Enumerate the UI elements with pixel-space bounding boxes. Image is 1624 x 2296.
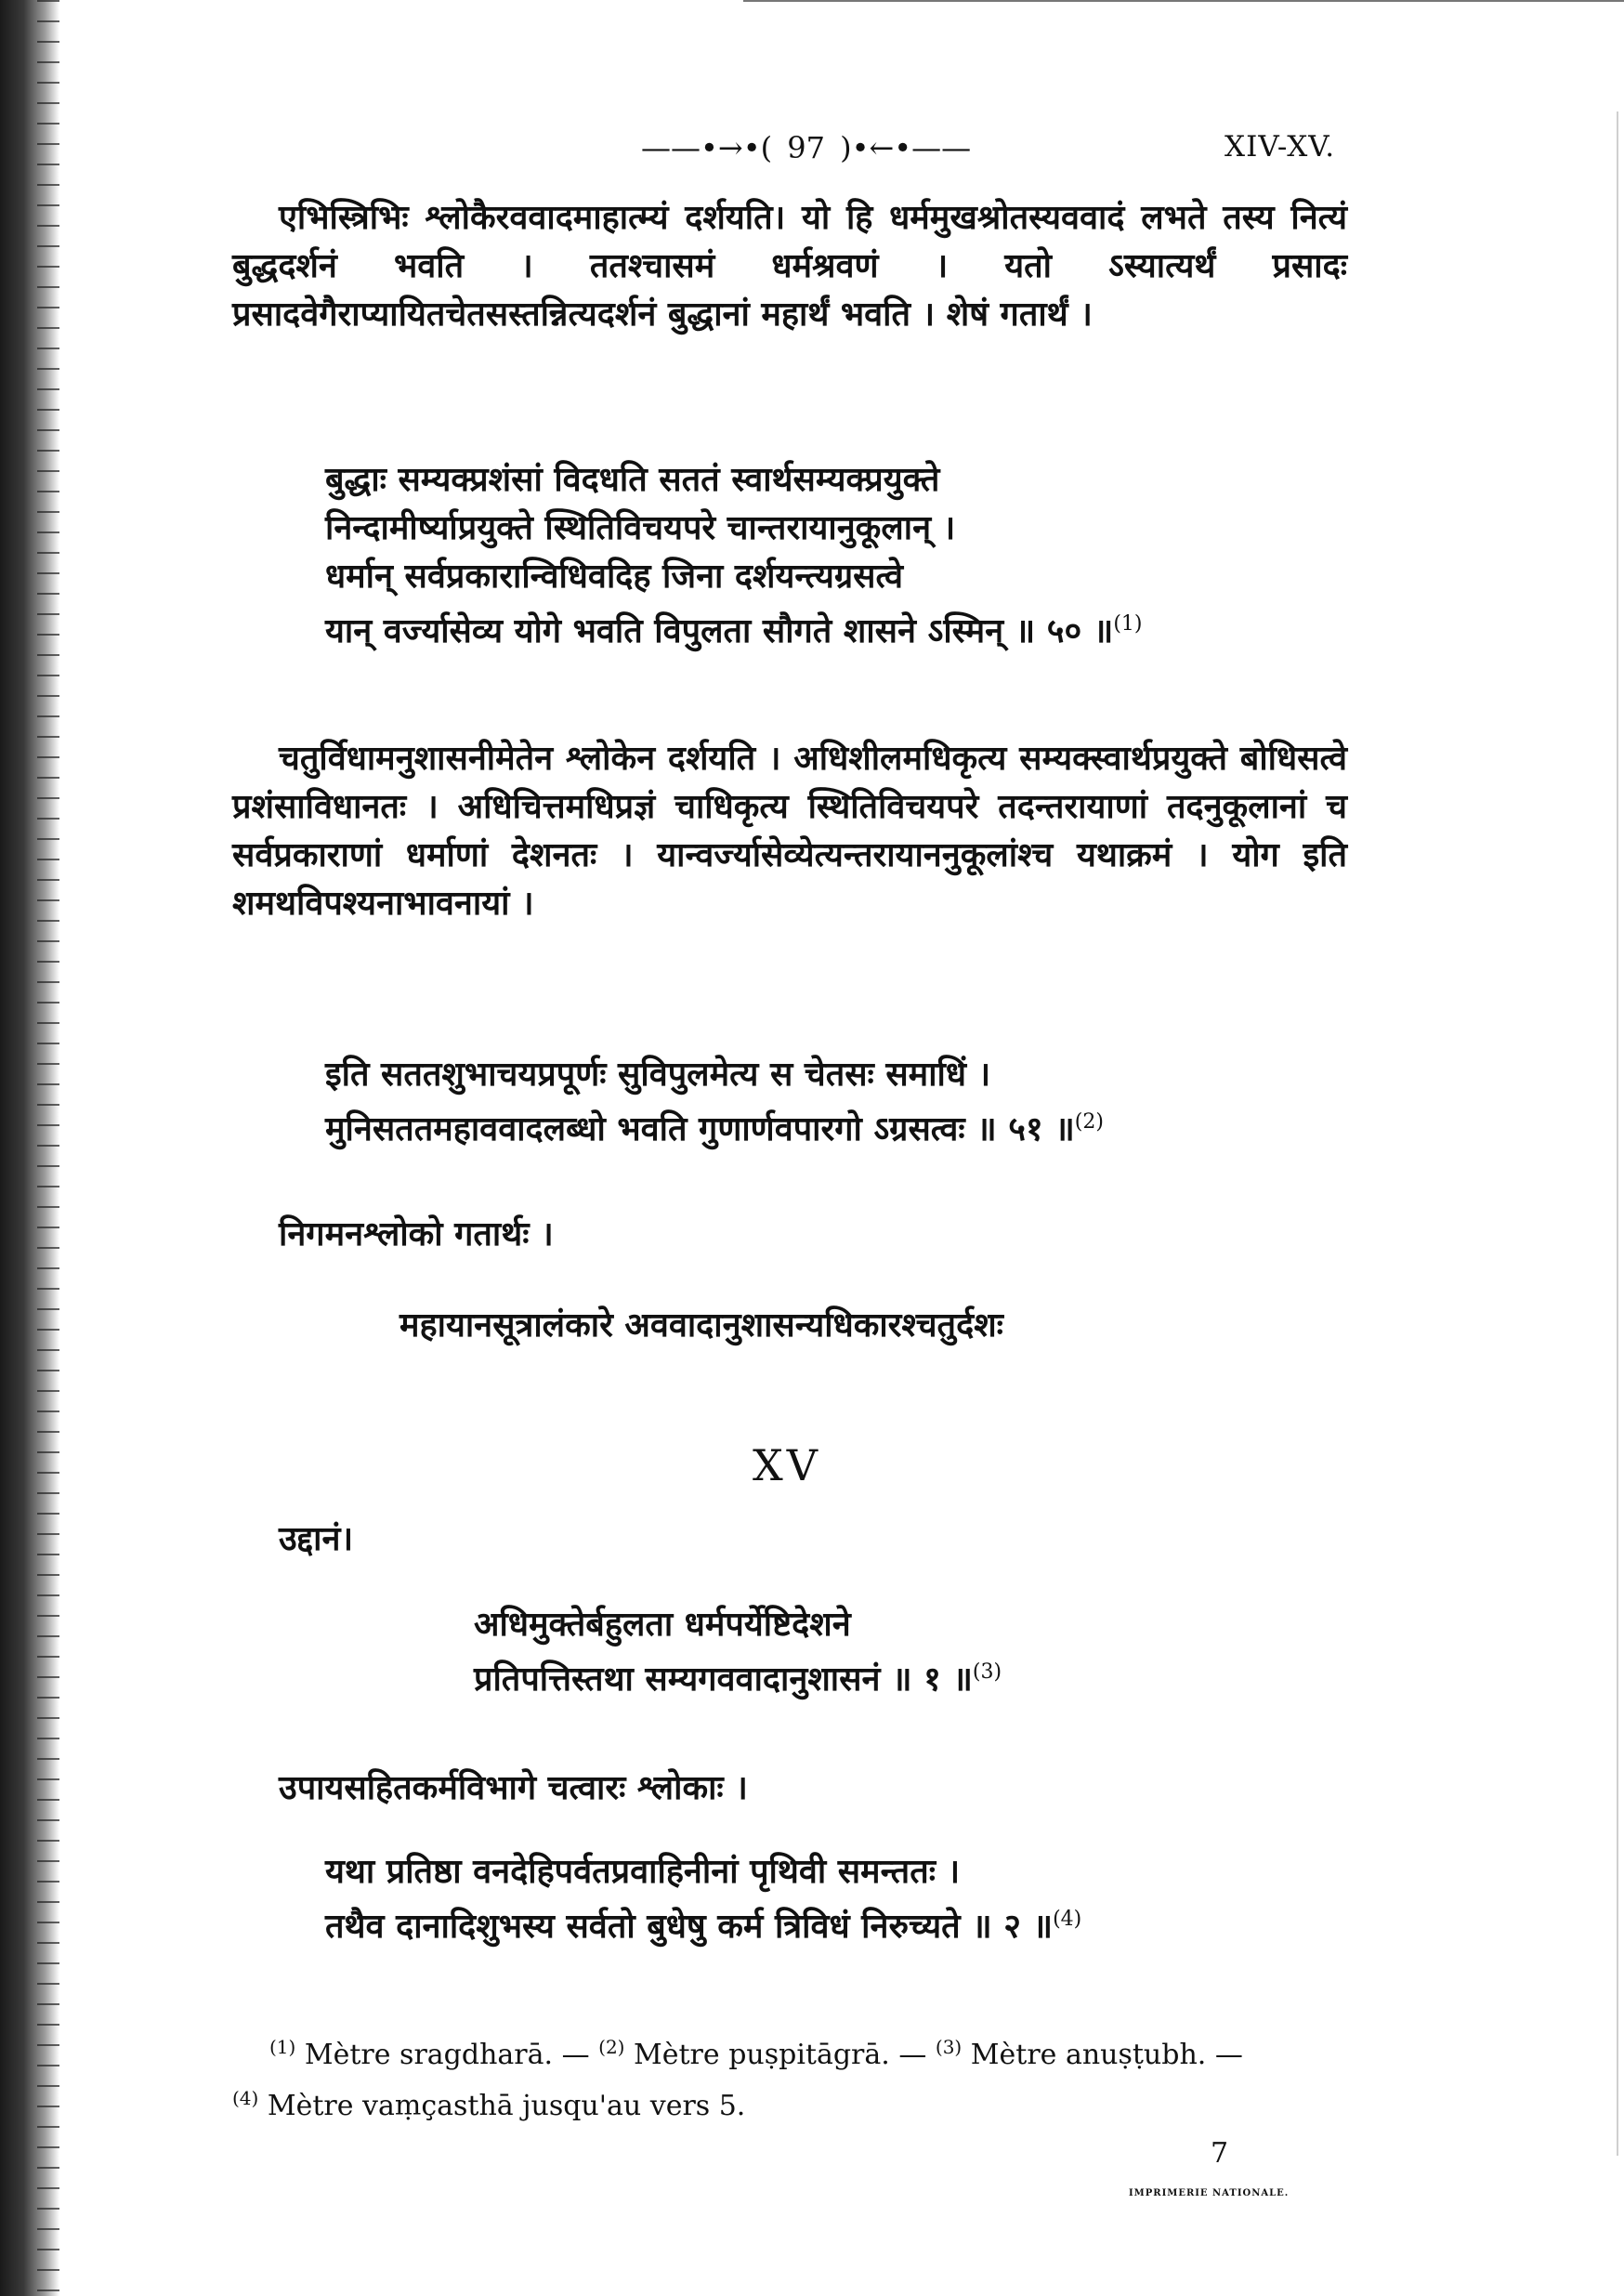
- verse-1: [474, 1600, 1002, 1703]
- verse-50: [325, 455, 1143, 655]
- chapter-colophon: महायानसूत्रालंकारे अववादानुशासन्यधिकारश्चतुर्दशः: [399, 1305, 1003, 1345]
- signature-number: 7: [1211, 2137, 1229, 2170]
- header-ornament-left: ——•→•(: [641, 130, 773, 165]
- footnote-ref-4: (4): [1053, 1908, 1082, 1931]
- verse-50-line-4: [325, 600, 1143, 655]
- verse-50-line-2: निन्दामीर्ष्याप्रयुक्ते स्थितिविचयपरे चान्तरायानुकूलान् ।: [325, 508, 956, 547]
- verse-1-line-2-text: प्रतिपत्तिस्तथा सम्यगववादानुशासनं ॥ १ ॥: [474, 1660, 973, 1699]
- uddana-label: उद्दानं।: [279, 1519, 354, 1558]
- verse-51-line-1: इति सततशुभाचयप्रपूर्णः सुविपुलमेत्य स चेतसः समाधिं ।: [325, 1055, 991, 1094]
- right-edge-shadow: [1617, 112, 1618, 2156]
- nigamana-note: निगमनश्लोको गतार्थः ।: [279, 1214, 554, 1253]
- verse-2-line-2-text: तथैव दानादिशुभस्य सर्वतो बुधेषु कर्म त्रिविधं निरुच्यते ॥ २ ॥: [325, 1907, 1054, 1946]
- verse-50-line-4-text: यान् वर्ज्यासेव्य योगे भवति विपुलता सौगते शासने ऽस्मिन् ॥ ५० ॥: [325, 611, 1114, 650]
- verse-50-line-1: बुद्धाः सम्यक्प्रशंसां विदधति सततं स्वार्थसम्यक्प्रयुक्ते: [325, 460, 940, 499]
- page-number: 97: [787, 130, 825, 165]
- footnote-text-4: Mètre vaṃçasthā jusqu'au vers 5.: [267, 2090, 746, 2122]
- commentary-paragraph-2: चतुर्विधामनुशासनीमेतेन श्लोकेन दर्शयति । अधिशीलमधिकृत्य सम्यक्स्वार्थप्रयुक्ते बोधिसत्वे प्रशंसाविधानतः । अधिचित्तमधिप्रज्ञं चाधिकृत्य स्थितिविचयपरे तदन्तरायाणां तदनुकूलानां च सर्वप्रकाराणां धर्माणां देशनतः । यान्वर्ज्यासेव्येत्यन्तरायाननुकूलांश्च यथाक्रमं । योग इति शमथविपश्यनाभावनायां ।: [232, 739, 1347, 923]
- verse-51: [325, 1050, 1104, 1153]
- verse-1-line-1: अधिमुक्तेर्बहुलता धर्मपर्येष्टिदेशने: [474, 1605, 851, 1644]
- top-rule: [743, 0, 1624, 2]
- footnote-mark-1: (1): [269, 2036, 296, 2058]
- upaya-heading: उपायसहितकर्मविभागे चत्वारः श्लोकाः ।: [279, 1768, 748, 1807]
- footnote-mark-4: (4): [232, 2087, 259, 2109]
- footnote-mark-2: (2): [598, 2036, 625, 2058]
- section-reference: XIV-XV.: [1225, 130, 1336, 164]
- printer-imprint: IMPRIMERIE NATIONALE.: [1129, 2188, 1290, 2198]
- verse-1-line-2: [474, 1648, 1002, 1703]
- footnotes: [232, 2026, 1347, 2128]
- commentary-paragraph-1: एभिस्त्रिभिः श्लोकैरववादमाहात्म्यं दर्शयति। यो हि धर्ममुखश्रोतस्यववादं लभते तस्य नित्यं बुद्धदर्शनं भवति । ततश्चासमं धर्मश्रवणं । यतो ऽस्यात्यर्थं प्रसादः प्रसादवेगैराप्यायितचेतसस्तन्नित्यदर्शनं बुद्धानां महार्थं भवति । शेषं गतार्थं ।: [232, 198, 1347, 334]
- footnote-line-1: [269, 2026, 1347, 2077]
- binding-stitches: [37, 0, 59, 2296]
- footnote-ref-2: (2): [1074, 1110, 1104, 1134]
- footnote-ref-3: (3): [972, 1660, 1002, 1684]
- footnote-line-2: [232, 2077, 1347, 2128]
- footnote-text-3: Mètre anuṣṭubh. —: [970, 2039, 1243, 2071]
- verse-51-line-2-text: मुनिसततमहाववादलब्धो भवति गुणार्णवपारगो ऽग्रसत्वः ॥ ५१ ॥: [325, 1109, 1075, 1148]
- running-header: [641, 130, 971, 165]
- chapter-heading: XV: [753, 1440, 821, 1490]
- verse-51-line-2: [325, 1098, 1104, 1153]
- header-ornament-right: )•←•——: [840, 130, 972, 165]
- verse-2: [325, 1847, 1081, 1950]
- verse-2-line-2: [325, 1896, 1081, 1950]
- verse-50-line-3: धर्मान् सर्वप्रकारान्विधिवदिह जिना दर्शयन्त्यग्रसत्वे: [325, 557, 904, 596]
- footnote-mark-3: (3): [935, 2036, 963, 2058]
- footnote-text-2: Mètre puṣpitāgrā. —: [634, 2039, 927, 2071]
- footnote-ref-1: (1): [1113, 612, 1143, 636]
- verse-2-line-1: यथा प्रतिष्ठा वनदेहिपर्वतप्रवाहिनीनां पृथिवी समन्ततः ।: [325, 1852, 961, 1891]
- footnote-text-1: Mètre sragdharā. —: [304, 2039, 590, 2071]
